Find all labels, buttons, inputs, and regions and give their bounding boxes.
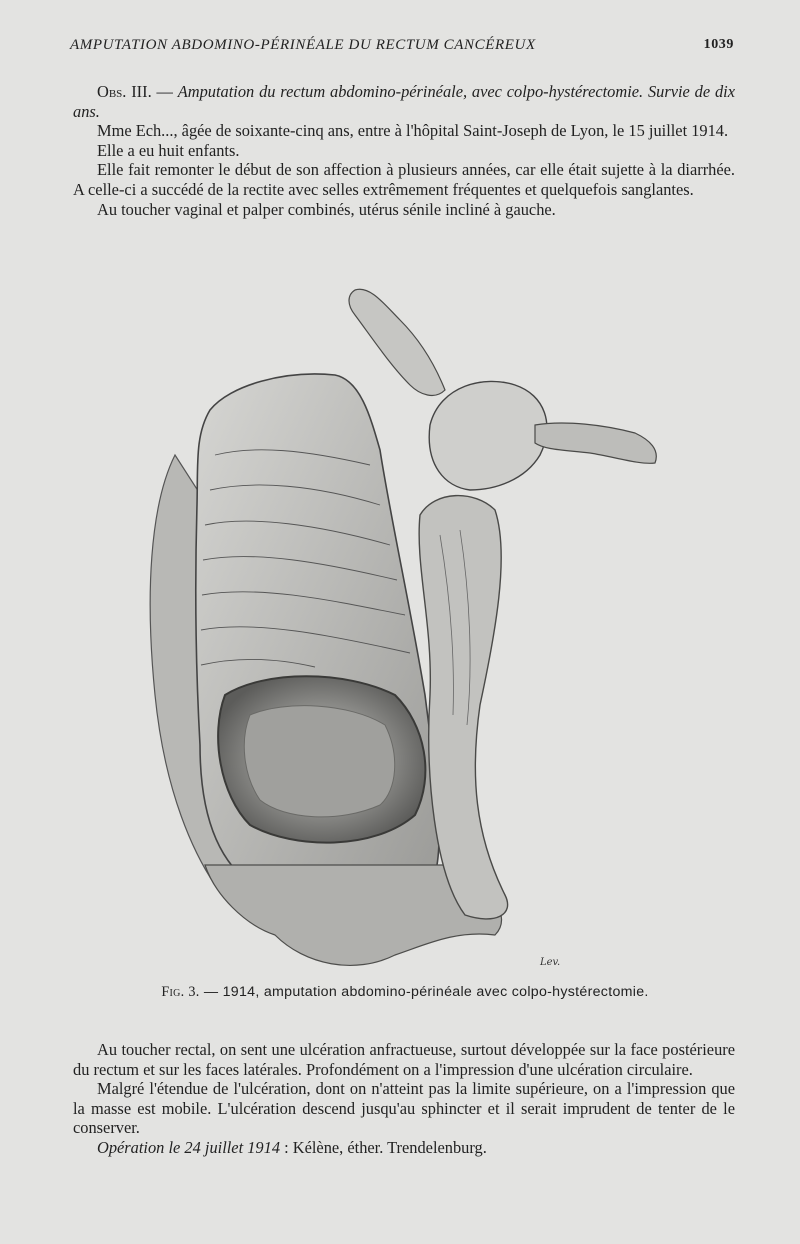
page-number: 1039: [703, 37, 734, 52]
paragraph-rectal-exam: Au toucher rectal, on sent une ulcération anfractueuse, surtout développée sur la face postérieure du rectum et sur les faces latérales. Profondément on a l'impression d'une ulcération circulaire.: [73, 1040, 735, 1079]
operation-label: Opération le 24 juillet 1914: [97, 1137, 281, 1157]
paragraph-history: Elle fait remonter le début de son affection à plusieurs années, car elle était sujette à la diarrhée. A celle-ci a succédé de la rectite avec selles extrêmement fréquentes et quelquefois sanglantes.: [73, 160, 735, 199]
figure-label: Fig. 3.: [161, 984, 200, 1000]
figure-caption-text: — 1914, amputation abdomino-périnéale avec colpo-hystérectomie.: [199, 984, 649, 1000]
paragraph-children: Elle a eu huit enfants.: [97, 140, 240, 160]
observation-dash: —: [151, 82, 178, 101]
artist-signature: Lev.: [540, 957, 561, 968]
paragraph-exam: Au toucher vaginal et palper combinés, utérus sénile incliné à gauche.: [97, 199, 556, 219]
observation-block: [73, 82, 735, 219]
paragraph-patient: Mme Ech..., âgée de soixante-cinq ans, entre à l'hôpital Saint-Joseph de Lyon, le 15 juillet 1914.: [97, 121, 729, 141]
continuation-block: [73, 1040, 735, 1158]
observation-label: Obs. III.: [97, 82, 152, 101]
paragraph-extent: Malgré l'étendue de l'ulcération, dont on n'atteint pas la limite supérieure, on a l'impression que la masse est mobile. L'ulcération descend jusqu'au sphincter et il serait imprudent de tenter de le conserver.: [73, 1079, 735, 1138]
observation-title: Amputation du rectum abdomino-périnéale, avec colpo-hystérectomie. Survie de dix ans.: [73, 82, 735, 121]
operation-text: : Kélène, éther. Trendelenburg.: [280, 1137, 487, 1157]
running-head: [70, 37, 734, 54]
figure-caption: [100, 984, 710, 1001]
paragraph-operation: [73, 1138, 735, 1158]
observation-heading: [73, 82, 735, 121]
specimen-illustration: [135, 275, 680, 975]
running-title: AMPUTATION ABDOMINO-PÉRINÉALE DU RECTUM CANCÉREUX: [70, 37, 536, 53]
